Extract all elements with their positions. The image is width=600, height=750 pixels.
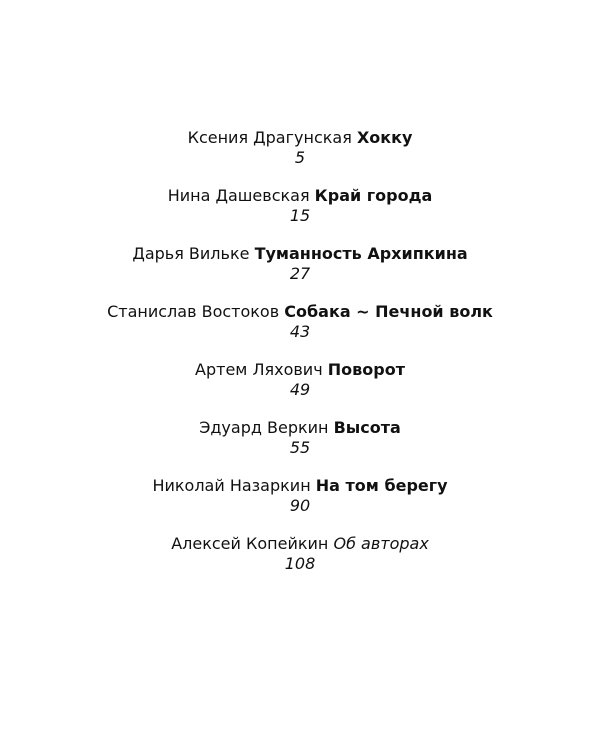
page-number: 15 (289, 206, 311, 225)
toc-entry (0, 417, 600, 475)
page-number: 27 (289, 264, 311, 283)
story-title: Об авторах (333, 534, 429, 553)
author-name: Нина Дашевская (167, 186, 310, 205)
author-name: Артем Ляхович (195, 360, 323, 379)
entry-line (0, 475, 600, 497)
author-name: Эдуард Веркин (199, 418, 329, 437)
entry-line (0, 127, 600, 149)
story-title: Высота (333, 418, 401, 437)
story-title: Поворот (327, 360, 405, 379)
author-name: Дарья Вильке (132, 244, 250, 263)
toc-entry (0, 243, 600, 301)
author-name: Станислав Востоков (107, 302, 280, 321)
story-title: На том берегу (315, 476, 448, 495)
story-title: Хокку (356, 128, 413, 147)
table-of-contents (0, 127, 600, 591)
entry-line (0, 243, 600, 265)
author-name: Ксения Драгунская (187, 128, 352, 147)
toc-entry (0, 475, 600, 533)
entry-line (0, 533, 600, 555)
entry-line (0, 417, 600, 439)
page-number: 55 (289, 438, 311, 457)
page-number: 49 (289, 380, 311, 399)
entry-line (0, 359, 600, 381)
toc-entry (0, 185, 600, 243)
story-title: Туманность Архипкина (254, 244, 468, 263)
toc-entry (0, 127, 600, 185)
page-number: 5 (294, 148, 306, 167)
toc-entry (0, 533, 600, 591)
entry-line (0, 185, 600, 207)
page-number: 90 (289, 496, 311, 515)
page-number: 108 (284, 554, 316, 573)
author-name: Николай Назаркин (152, 476, 311, 495)
story-title: Край города (314, 186, 433, 205)
toc-entry (0, 301, 600, 359)
toc-entry (0, 359, 600, 417)
entry-line (0, 301, 600, 323)
page-number: 43 (289, 322, 311, 341)
author-name: Алексей Копейкин (171, 534, 329, 553)
story-title: Собака ~ Печной волк (284, 302, 493, 321)
